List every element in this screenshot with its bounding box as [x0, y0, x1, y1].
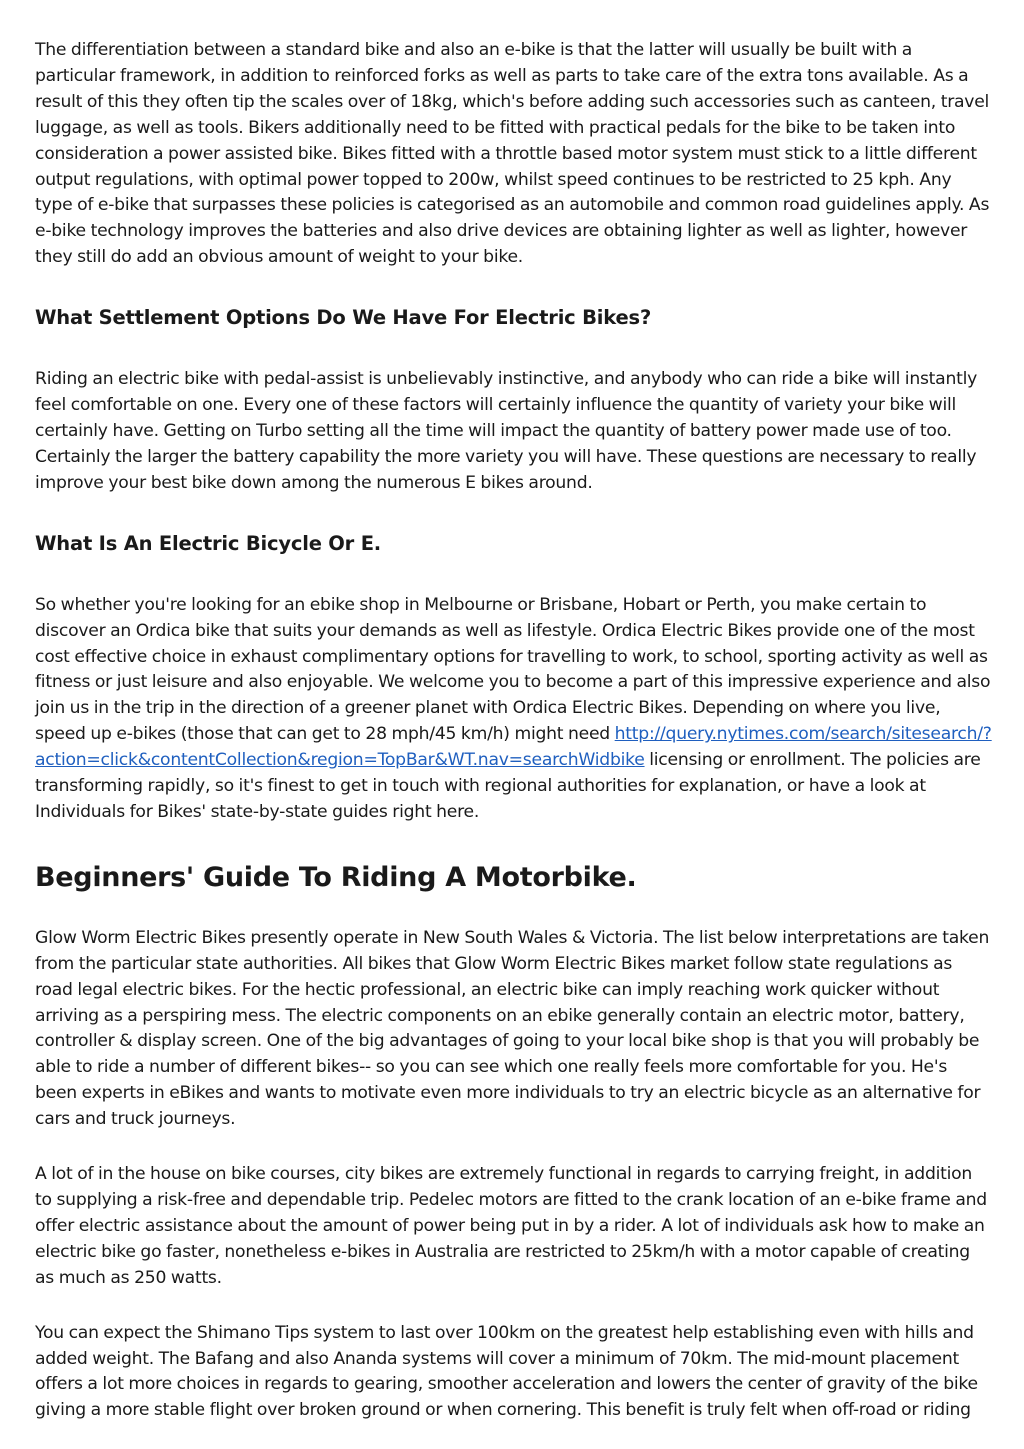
paragraph-ordica-text-after: licensing or enrollment. The policies are transforming rapidly, so it's finest to get in touch with regional authorities for explanation, or have a look at Individuals for Bikes' state-by-state guides right here. [35, 750, 981, 822]
heading-what-is-electric-bicycle: What Is An Electric Bicycle Or E. [35, 531, 382, 555]
heading-settlement-options: What Settlement Options Do We Have For Electric Bikes? [35, 306, 652, 330]
paragraph-city-bikes: A lot of in the house on bike courses, city bikes are extremely functional in regards to carrying freight, in addition to supplying a risk-free and dependable trip. Pedelec motors are fitted to the crank location of an e-bike frame and offer electric assistance about the amount of power being put in by a rider. A lot of individuals ask how to make an electric bike go faster, nonetheless e-bikes in Australia are restricted to 25km/h with a motor capable of creating as much as 250 watts. [35, 1164, 987, 1288]
document-page [35, 38, 993, 1424]
heading-beginners-guide: Beginners' Guide To Riding A Motorbike. [35, 861, 637, 893]
nytimes-search-link[interactable]: http://query.nytimes.com/search/sitesearch/?action=click&contentCollection&region=TopBar&WT.nav=searchWidbike [35, 724, 992, 771]
paragraph-ebike-differences: The differentiation between a standard bike and also an e-bike is that the latter will usually be built with a particular framework, in addition to reinforced forks as well as parts to take care of the extra tons available. As a result of this they often tip the scales over of 18kg, which's before adding such accessories such as canteen, travel luggage, as well as tools. Bikers additionally need to be fitted with practical pedals for the bike to be taken into consideration a power assisted bike. Bikes fitted with a throttle based motor system must stick to a little different output regulations, with optimal power topped to 200w, whilst speed continues to be restricted to 25 kph. Any type of e-bike that surpasses these policies is categorised as an automobile and common road guidelines apply. As e-bike technology improves the batteries and also drive devices are obtaining lighter as well as lighter, however they still do add an obvious amount of weight to your bike. [35, 40, 990, 268]
paragraph-pedal-assist: Riding an electric bike with pedal-assist is unbelievably instinctive, and anybody who can ride a bike will instantly feel comfortable on one. Every one of these factors will certainly influence the quantity of variety your bike will certainly have. Getting on Turbo setting all the time will impact the quantity of battery power made use of too. Certainly the larger the battery capability the more variety you will have. These questions are necessary to really improve your best bike down among the numerous E bikes around. [35, 369, 978, 493]
paragraph-shimano-system: You can expect the Shimano Tips system to last over 100km on the greatest help establishing even with hills and added weight. The Bafang and also Ananda systems will cover a minimum of 70km. The mid-mount placement offers a lot more choices in regards to gearing, smoother acceleration and lowers the center of gravity of the bike giving a more stable flight over broken ground or when cornering. This benefit is truly felt when off-road or riding [35, 1322, 978, 1421]
paragraph-glow-worm: Glow Worm Electric Bikes presently operate in New South Wales & Victoria. The list below interpretations are taken from the particular state authorities. All bikes that Glow Worm Electric Bikes market follow state regulations as road legal electric bikes. For the hectic professional, an electric bike can imply reaching work quicker without arriving as a perspiring mess. The electric components on an ebike generally contain an electric motor, battery, controller & display screen. One of the big advantages of going to your local bike shop is that you will probably be able to ride a number of different bikes-- so you can see which one really feels more comfortable for you. He's been experts in eBikes and wants to motivate even more individuals to try an electric bicycle as an alternative for cars and truck journeys. [35, 927, 990, 1130]
paragraph-ordica-text-before: So whether you're looking for an ebike shop in Melbourne or Brisbane, Hobart or Perth, you make certain to discover an Ordica bike that suits your demands as well as lifestyle. Ordica Electric Bikes provide one of the most cost effective choice in exhaust complimentary options for travelling to work, to school, sporting activity as well as fitness or just leisure and also enjoyable. We welcome you to become a part of this impressive experience and also join us in the trip in the direction of a greener planet with Ordica Electric Bikes. Depending on where you live, speed up e-bikes (those that can get to 28 mph/45 km/h) might need [35, 594, 991, 745]
paragraph-ordica-bikes [35, 593, 993, 826]
